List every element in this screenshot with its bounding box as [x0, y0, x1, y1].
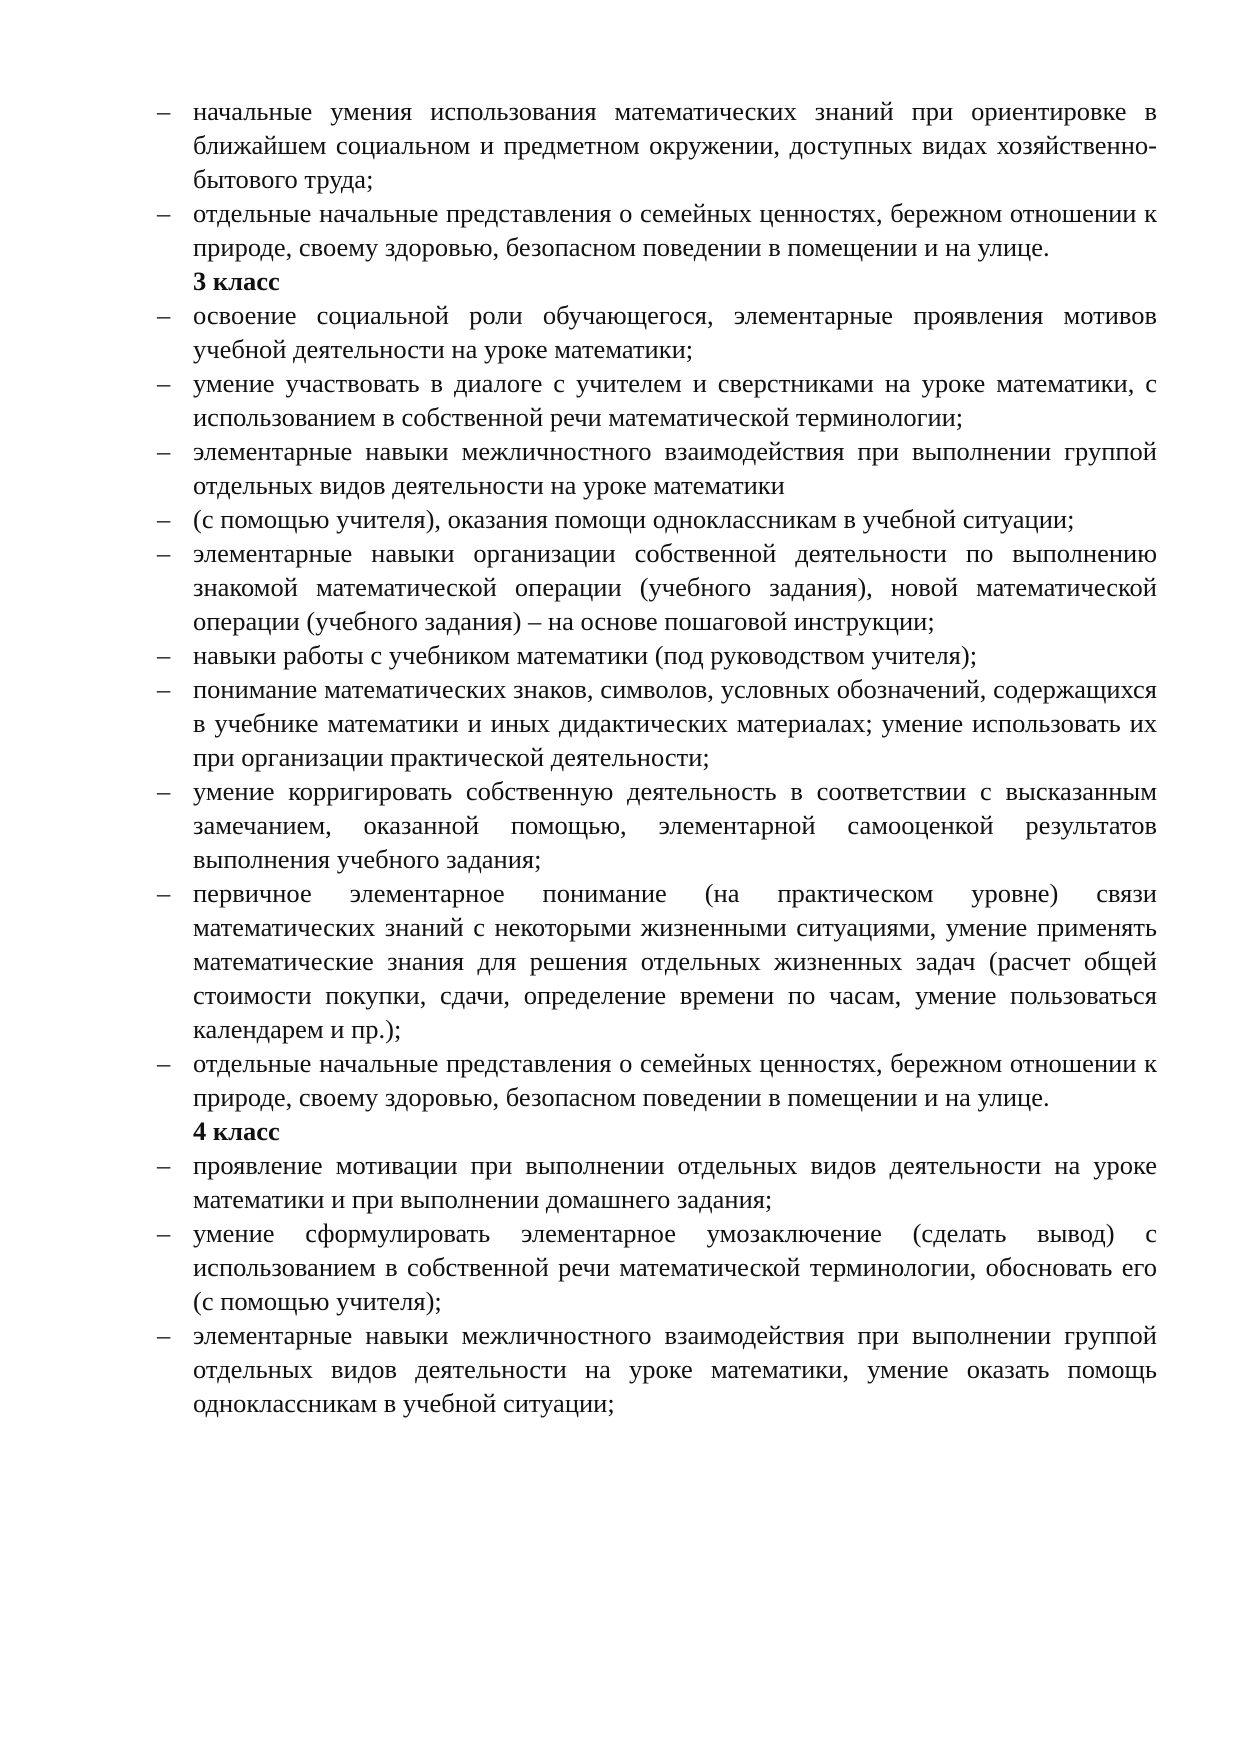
list-item-text: умение участвовать в диалоге с учителем и сверстниками на уроке математики, с использованием в собственной речи математической терминологии; — [193, 368, 1157, 432]
document-body — [157, 94, 1157, 1420]
list-item — [157, 94, 1157, 196]
bullet-dash: – — [157, 368, 171, 398]
list-item — [157, 366, 1157, 434]
bullet-dash: – — [157, 776, 171, 806]
bullet-dash: – — [157, 538, 171, 568]
bullet-dash: – — [157, 674, 171, 704]
list-item-text: умение сформулировать элементарное умозаключение (сделать вывод) с использованием в собственной речи математической терминологии, обосновать его (с помощью учителя); — [193, 1218, 1157, 1316]
list-item — [157, 672, 1157, 774]
list-item — [157, 502, 1157, 536]
list-item — [157, 1148, 1157, 1216]
list-item — [157, 1318, 1157, 1420]
list-item — [157, 638, 1157, 672]
list-item — [157, 1216, 1157, 1318]
list-item-text: элементарные навыки организации собственной деятельности по выполнению знакомой математической операции (учебного задания), новой математической операции (учебного задания) – на основе пошаговой инструкции; — [193, 538, 1157, 636]
list-item — [157, 196, 1157, 264]
list-item-text: проявление мотивации при выполнении отдельных видов деятельности на уроке математики и при выполнении домашнего задания; — [193, 1150, 1157, 1214]
bullet-dash: – — [157, 436, 171, 466]
list-item — [157, 536, 1157, 638]
list-item-text: элементарные навыки межличностного взаимодействия при выполнении группой отдельных видов деятельности на уроке математики, умение оказать помощь одноклассникам в учебной ситуации; — [193, 1320, 1157, 1418]
list-item-text: отдельные начальные представления о семейных ценностях, бережном отношении к природе, своему здоровью, безопасном поведении в помещении и на улице. — [193, 1048, 1157, 1112]
section-heading-grade-3: 3 класс — [193, 266, 280, 296]
bullet-dash: – — [157, 96, 171, 126]
bullet-dash: – — [157, 198, 171, 228]
bullet-dash: – — [157, 504, 171, 534]
list-item-text: первичное элементарное понимание (на практическом уровне) связи математических знаний с некоторыми жизненными ситуациями, умение применять математические знания для решения отдельных жизненных задач (расчет общей стоимости покупки, сдачи, определение времени по часам, умение пользоваться календарем и пр.); — [193, 878, 1157, 1044]
list-item — [157, 1046, 1157, 1114]
bullet-dash: – — [157, 878, 171, 908]
section-heading-grade-4: 4 класс — [193, 1116, 280, 1146]
list-item-text: освоение социальной роли обучающегося, элементарные проявления мотивов учебной деятельности на уроке математики; — [193, 300, 1157, 364]
list-item-text: начальные умения использования математических знаний при ориентировке в ближайшем социальном и предметном окружении, доступных видах хозяйственно-бытового труда; — [193, 96, 1157, 194]
bullet-dash: – — [157, 1320, 171, 1350]
bullet-dash: – — [157, 1048, 171, 1078]
bullet-dash: – — [157, 1150, 171, 1180]
list-item — [157, 774, 1157, 876]
bullet-dash: – — [157, 300, 171, 330]
list-item-text: (с помощью учителя), оказания помощи одноклассникам в учебной ситуации; — [193, 504, 1075, 534]
list-item — [157, 434, 1157, 502]
list-item — [157, 876, 1157, 1046]
list-item-text: навыки работы с учебником математики (под руководством учителя); — [193, 640, 978, 670]
list-item — [157, 298, 1157, 366]
list-item-text: элементарные навыки межличностного взаимодействия при выполнении группой отдельных видов деятельности на уроке математики — [193, 436, 1157, 500]
list-item-text: понимание математических знаков, символов, условных обозначений, содержащихся в учебнике математики и иных дидактических материалах; умение использовать их при организации практической деятельности; — [193, 674, 1157, 772]
bullet-dash: – — [157, 1218, 171, 1248]
list-item-text: умение корригировать собственную деятельность в соответствии с высказанным замечанием, оказанной помощью, элементарной самооценкой результатов выполнения учебного задания; — [193, 776, 1157, 874]
list-item-text: отдельные начальные представления о семейных ценностях, бережном отношении к природе, своему здоровью, безопасном поведении в помещении и на улице. — [193, 198, 1157, 262]
bullet-dash: – — [157, 640, 171, 670]
